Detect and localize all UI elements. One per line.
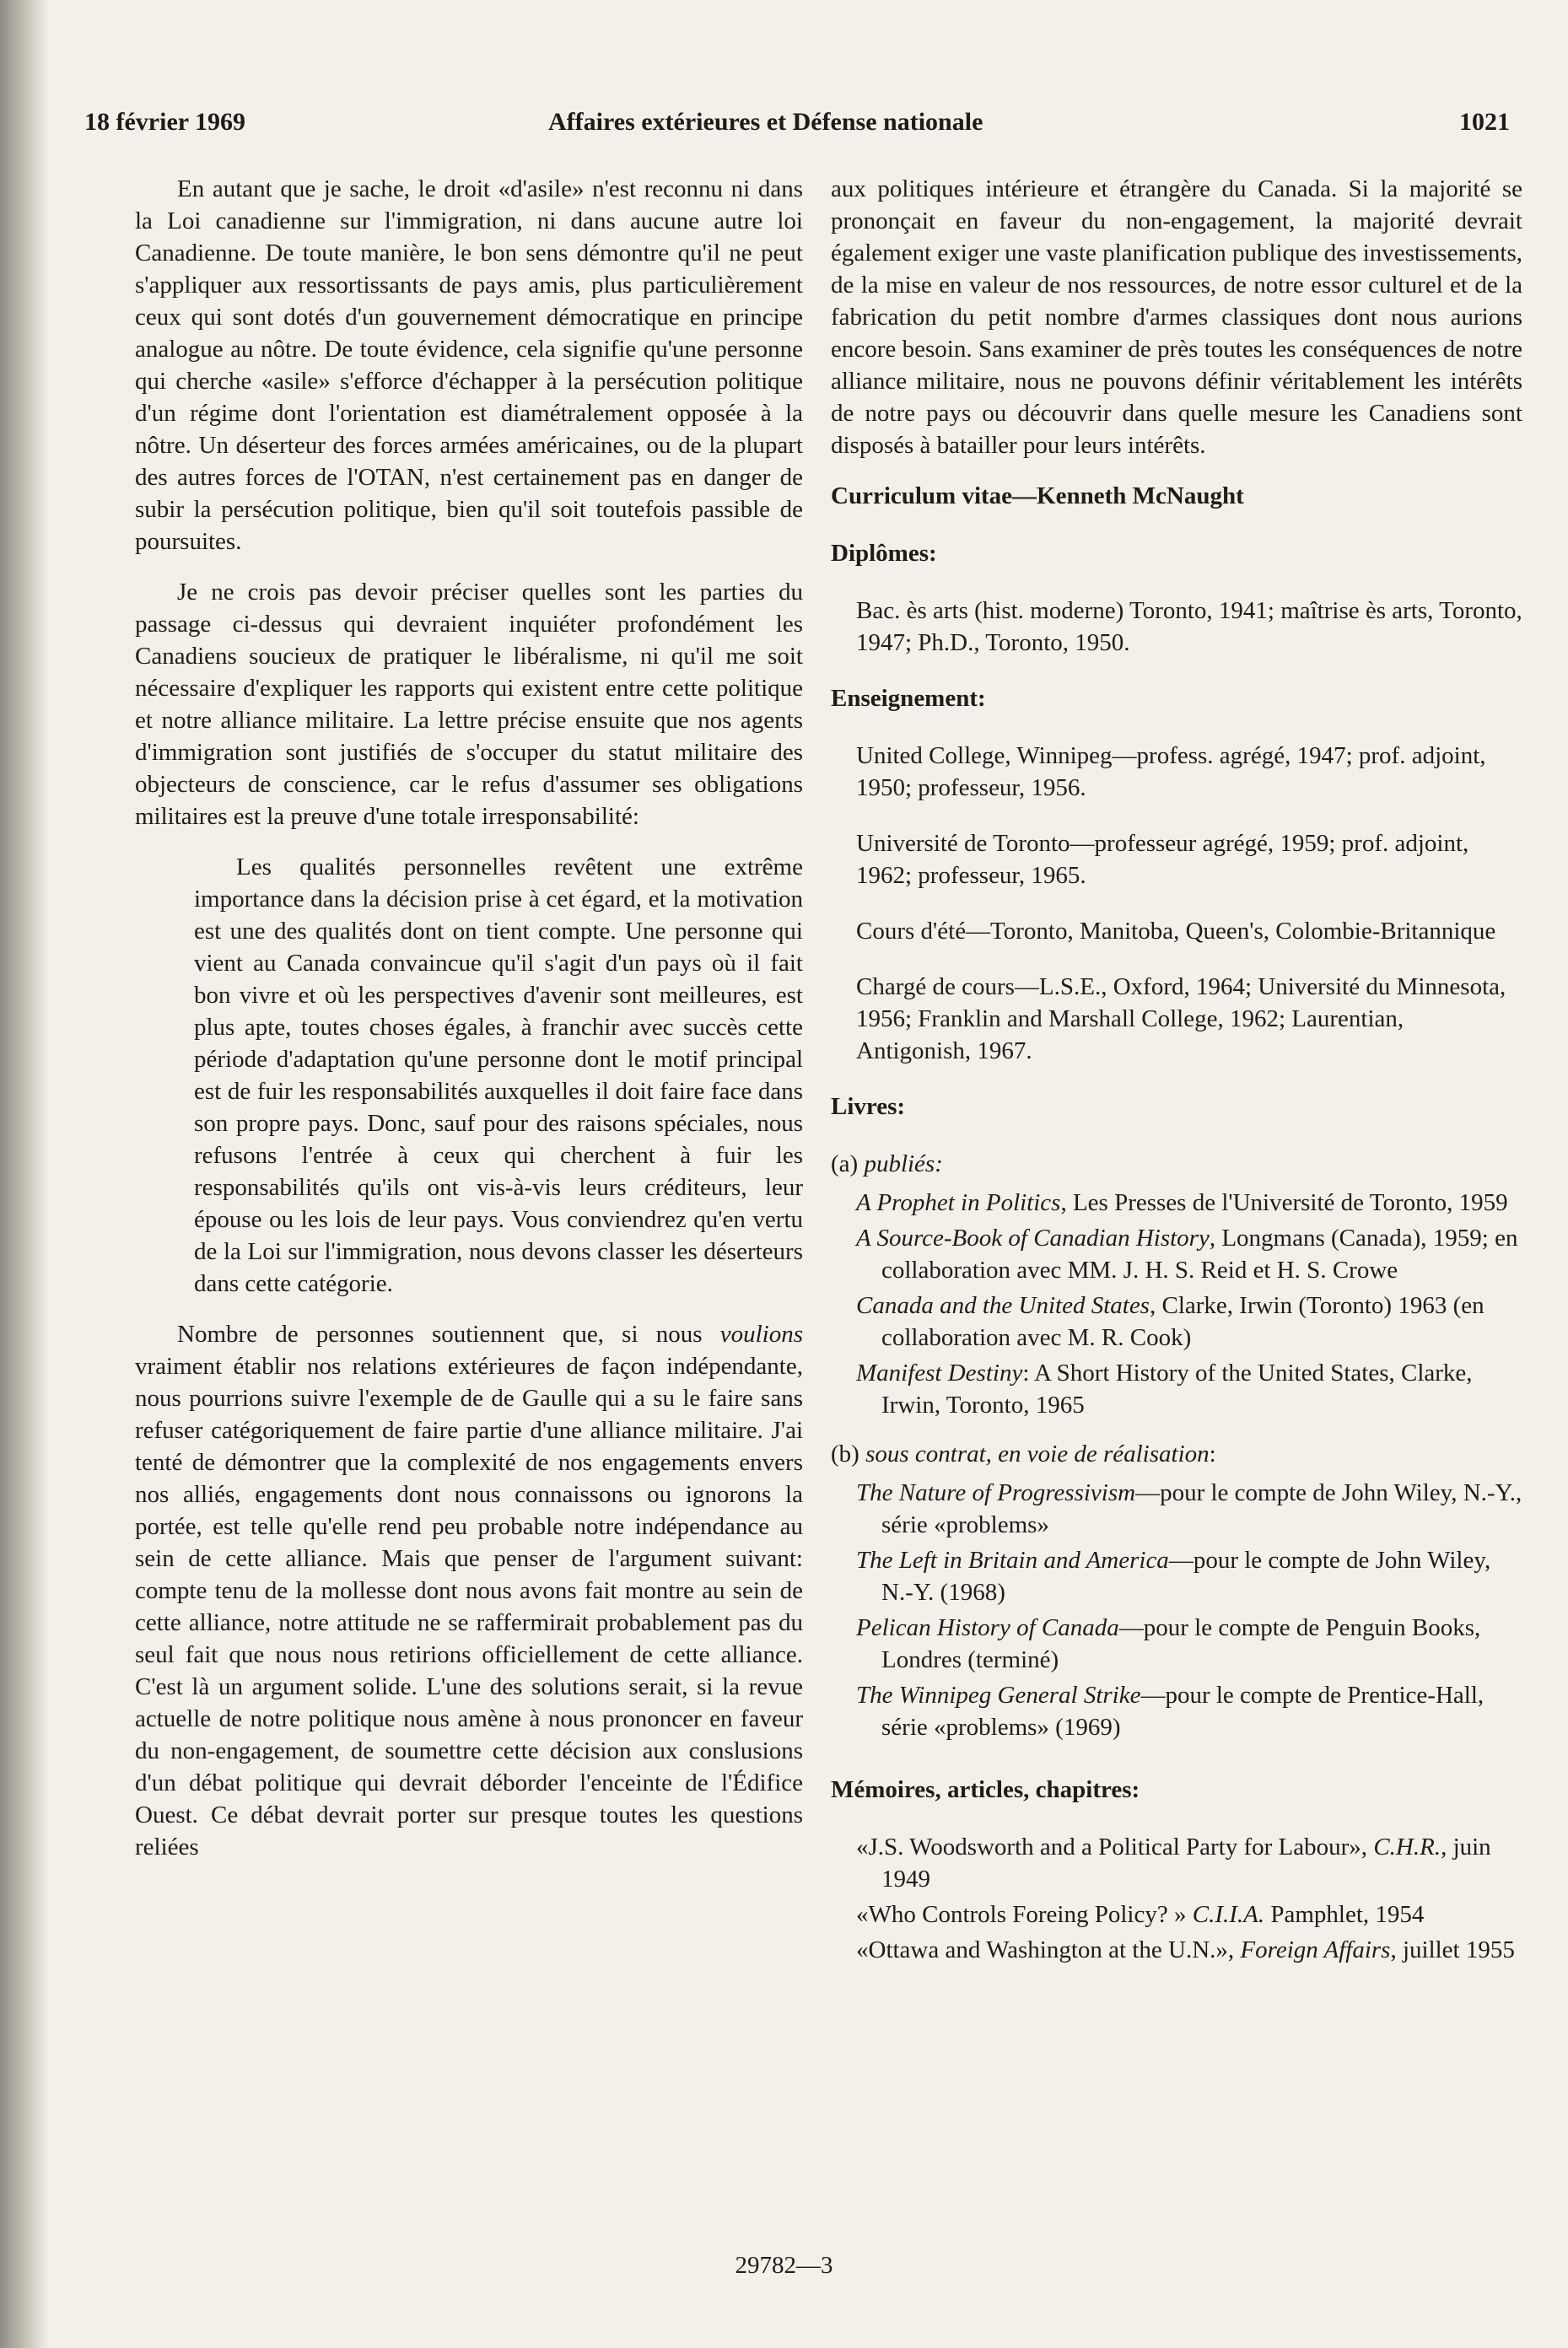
teaching-heading: Enseignement:: [831, 685, 986, 712]
label: (b): [831, 1441, 866, 1468]
article-date: , juillet 1955: [1390, 1936, 1515, 1963]
header-date: 18 février 1969: [84, 108, 246, 136]
article-entry: [856, 1831, 1522, 1895]
article-source: C.H.R.: [1373, 1834, 1441, 1861]
book-title: The Nature of Progressivism: [856, 1479, 1136, 1506]
label: (a): [831, 1150, 865, 1177]
article-date: , juin 1949: [881, 1834, 1491, 1893]
article-entry: [856, 1898, 1522, 1931]
left-column: [135, 173, 803, 1882]
book-entry: [856, 1544, 1522, 1608]
block-quote: Les qualités personnelles revêtent une extrême importance dans la décision prise à cet égard, et la motivation est une des qualités dont on tient compte. Une personne qui vient au Canada convaincue qu'il s'agit d'un pays où il fait bon vivre et où les perspectives d'avenir sont meilleures, est plus apte, toutes choses égales, à franchir avec succès cette période d'adaptation qu'une personne dont le motif principal est de fuir les responsabilités auxquelles il doit faire face dans son propre pays. Donc, sauf pour des raisons spéciales, nous refusons l'entrée à ceux qui cherchent à fuir les responsabilités qu'ils ont vis-à-vis leurs créditeurs, leur épouse ou les lois de leur pays. Vous conviendrez qu'en vertu de la Loi sur l'immigration, nous devons classer les déserteurs dans cette catégorie.: [194, 854, 803, 1297]
cv-heading: Curriculum vitae—Kenneth McNaught: [831, 482, 1244, 509]
book-details: , Longmans (Canada), 1959; en collaboration avec MM. J. H. S. Reid et H. S. Crowe: [881, 1225, 1518, 1284]
page-number: 1021: [1459, 108, 1510, 136]
article-source: Foreign Affairs: [1240, 1936, 1391, 1963]
paragraph: En autant que je sache, le droit «d'asile» n'est reconnu ni dans la Loi canadienne sur l'immigration, ni dans aucune autre loi Canadienne. De toute manière, le bon sens démontre qu'il ne peut s'appliquer aux ressortissants de pays amis, plus particulièrement ceux qui sont dotés d'un gouvernement démocratique en principe analogue au nôtre. De toute évidence, cela signifie qu'une personne qui cherche «asile» s'efforce d'échapper à la persécution politique d'un régime dont l'orientation est diamétralement opposée à la nôtre. Un déserteur des forces armées américaines, ou de la plupart des autres forces de l'OTAN, n'est certainement pas en danger de subir la persécution politique, bien qu'il soit toutefois passible de poursuites.: [135, 175, 803, 555]
articles-heading: Mémoires, articles, chapitres:: [831, 1776, 1140, 1803]
book-entry: [856, 1612, 1522, 1676]
header-title: Affaires extérieures et Défense nationale: [548, 108, 983, 136]
diplomas-heading: Diplômes:: [831, 540, 937, 567]
book-title: A Source-Book of Canadian History: [856, 1225, 1210, 1252]
italic-label: publiés:: [864, 1150, 943, 1177]
book-title: The Winnipeg General Strike: [856, 1682, 1141, 1709]
books-heading: Livres:: [831, 1093, 906, 1120]
book-entry: [856, 1187, 1522, 1219]
paragraph: Je ne crois pas devoir préciser quelles sont les parties du passage ci-dessus qui devraient inquiéter profondément les Canadiens soucieux de pratiquer le libéralisme, ni qu'il me soit nécessaire d'expliquer les rapports qui existent entre cette politique et notre alliance militaire. La lettre précise ensuite que nos agents d'immigration sont justifiés de s'occuper du statut militaire des objecteurs de conscience, car le refus d'assumer ses obligations militaires est la preuve d'une totale irresponsabilité:: [135, 579, 803, 830]
italic-label: sous contrat, en voie de réalisation: [865, 1441, 1210, 1468]
book-entry: [856, 1290, 1522, 1354]
italic-text: voulions: [719, 1321, 803, 1348]
article-title: «Who Controls Foreing Policy? »: [856, 1901, 1193, 1928]
page-footer-code: 29782—3: [735, 2252, 833, 2279]
paragraph: [135, 1318, 803, 1863]
book-details: , Les Presses de l'Université de Toronto, 1959: [1060, 1189, 1508, 1216]
diplomas-entry: Bac. ès arts (hist. moderne) Toronto, 1941; maîtrise ès arts, Toronto, 1947; Ph.D., Toronto, 1950.: [856, 597, 1522, 656]
book-entry: [856, 1477, 1522, 1541]
book-details: , Clarke, Irwin (Toronto) 1963 (en collaboration avec M. R. Cook): [881, 1292, 1484, 1351]
book-entry: [856, 1357, 1522, 1421]
book-title: The Left in Britain and America: [856, 1547, 1169, 1574]
article-title: «J.S. Woodsworth and a Political Party for Labour»,: [856, 1834, 1374, 1861]
paragraph: aux politiques intérieure et étrangère du Canada. Si la majorité se prononçait en faveur du non-engagement, la majorité devrait également exiger une vaste planification publique des investissements, de la mise en valeur de nos ressources, de notre essor culturel et de la fabrication du petit nombre d'armes classiques dont nous aurions encore besoin. Sans examiner de près toutes les conséquences de notre alliance militaire, nous ne pouvons définir véritablement les intérêts de notre pays ou découvrir dans quelle mesure les Canadiens sont disposés à batailler pour leurs intérêts.: [831, 175, 1522, 459]
article-entry: [856, 1934, 1522, 1966]
teaching-entry: Cours d'été—Toronto, Manitoba, Queen's, Colombie-Britannique: [856, 918, 1496, 945]
label: :: [1209, 1441, 1216, 1468]
article-title: «Ottawa and Washington at the U.N.»,: [856, 1936, 1241, 1963]
book-details: —pour le compte de John Wiley, N.-Y., série «problems»: [881, 1479, 1522, 1538]
book-details: : A Short History of the United States, Clarke, Irwin, Toronto, 1965: [881, 1360, 1473, 1419]
teaching-entry: Chargé de cours—L.S.E., Oxford, 1964; Université du Minnesota, 1956; Franklin and Marshall College, 1962; Laurentian, Antigonish, 1967.: [856, 973, 1506, 1064]
book-title: Manifest Destiny: [856, 1360, 1023, 1387]
book-entry: [856, 1679, 1522, 1743]
contract-subheading: [831, 1438, 1522, 1470]
published-subheading: [831, 1148, 1522, 1180]
book-details: —pour le compte de John Wiley, N.-Y. (1968): [881, 1547, 1491, 1606]
book-spine-shadow: [0, 0, 49, 2348]
page-header: [84, 108, 1510, 150]
right-column: [831, 173, 1522, 1969]
article-date: Pamphlet, 1954: [1264, 1901, 1425, 1928]
book-title: Pelican History of Canada: [856, 1614, 1119, 1641]
book-title: A Prophet in Politics: [856, 1189, 1061, 1216]
book-entry: [856, 1222, 1522, 1286]
article-source: C.I.I.A.: [1192, 1901, 1265, 1928]
book-title: Canada and the United States: [856, 1292, 1150, 1319]
text-run: vraiment établir nos relations extérieures de façon indépendante, nous pourrions suivre l'exemple de de Gaulle qui a su le faire sans refuser catégoriquement de faire partie d'une alliance militaire. J'ai tenté de démontrer que la complexité de nos engagements envers nos alliés, engagements dont nous connaissons ou ignorons la portée, est telle qu'elle rend peu probable notre indépendance au sein de cette alliance. Mais que penser de l'argument suivant: compte tenu de la mollesse dont nous avons fait montre au sein de cette alliance, notre attitude ne se raffermirait probablement pas du seul fait que nous nous retirions officiellement de cette alliance. C'est là un argument solide. L'une des solutions serait, si la revue actuelle de notre politique nous amène à nous prononcer en faveur du non-engagement, de soumettre cette décision aux conslusions d'un débat politique qui devrait déborder l'enceinte de l'Édifice Ouest. Ce débat devrait porter sur presque toutes les questions reliées: [135, 1353, 803, 1861]
text-run: Nombre de personnes soutiennent que, si nous: [177, 1321, 720, 1348]
teaching-entry: United College, Winnipeg—profess. agrégé, 1947; prof. adjoint, 1950; professeur, 1956.: [856, 742, 1486, 801]
book-details: —pour le compte de Penguin Books, Londres (terminé): [881, 1614, 1481, 1673]
teaching-entry: Université de Toronto—professeur agrégé, 1959; prof. adjoint, 1962; professeur, 1965.: [856, 830, 1469, 889]
book-details: —pour le compte de Prentice-Hall, série «problems» (1969): [881, 1682, 1484, 1741]
